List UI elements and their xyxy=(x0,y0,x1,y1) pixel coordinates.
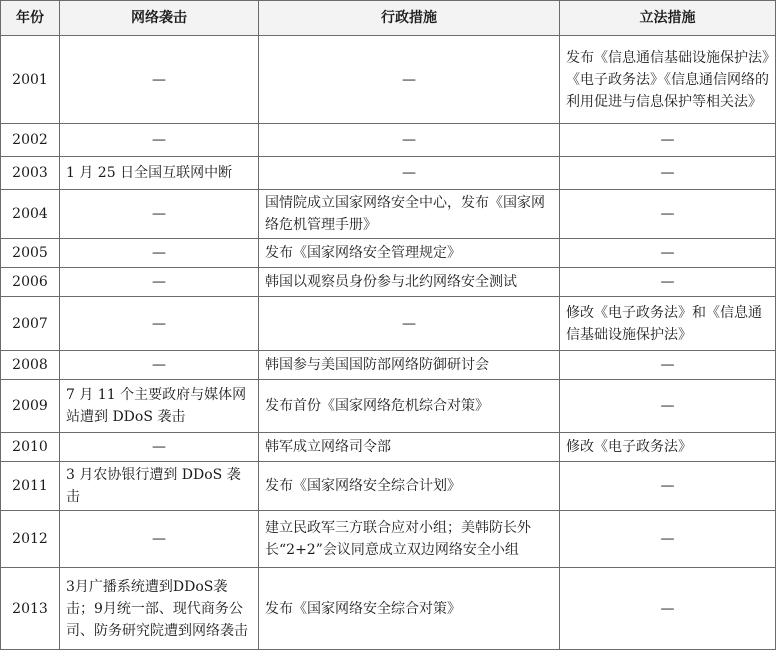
admin-cell: — xyxy=(259,36,560,124)
attack-cell: 3 月农协银行遭到 DDoS 袭击 xyxy=(60,462,259,511)
admin-cell: 发布首份《国家网络危机综合对策》 xyxy=(259,380,560,433)
admin-cell: — xyxy=(259,124,560,157)
year-cell: 2005 xyxy=(1,239,60,268)
table-row xyxy=(1,124,776,157)
table-row xyxy=(1,462,776,511)
year-cell: 2012 xyxy=(1,511,60,568)
header-admin: 行政措施 xyxy=(259,1,560,36)
admin-cell: 建立民政军三方联合应对小组；美韩防长外长“2+2”会议同意成立双边网络安全小组 xyxy=(259,511,560,568)
year-cell: 2010 xyxy=(1,433,60,462)
legal-cell: 发布《信息通信基础设施保护法》《电子政务法》《信息通信网络的利用促进与信息保护等相关法》 xyxy=(560,36,776,124)
table-row xyxy=(1,190,776,239)
header-legal: 立法措施 xyxy=(560,1,776,36)
attack-cell: — xyxy=(60,190,259,239)
year-cell: 2006 xyxy=(1,268,60,297)
attack-cell: 3月广播系统遭到DDoS袭击；9月统一部、现代商务公司、防务研究院遭到网络袭击 xyxy=(60,568,259,650)
admin-cell: 韩国参与美国国防部网络防御研讨会 xyxy=(259,351,560,380)
legal-cell: 修改《电子政务法》 xyxy=(560,433,776,462)
admin-cell: 发布《国家网络安全综合对策》 xyxy=(259,568,560,650)
legal-cell: — xyxy=(560,239,776,268)
admin-cell: — xyxy=(259,297,560,351)
year-cell: 2003 xyxy=(1,157,60,190)
attack-cell: — xyxy=(60,433,259,462)
table-row xyxy=(1,268,776,297)
legal-cell: 修改《电子政务法》和《信息通信基础设施保护法》 xyxy=(560,297,776,351)
table-row xyxy=(1,239,776,268)
header-attack: 网络袭击 xyxy=(60,1,259,36)
attack-cell: 1 月 25 日全国互联网中断 xyxy=(60,157,259,190)
table-row xyxy=(1,568,776,650)
attack-cell: — xyxy=(60,36,259,124)
header-row xyxy=(1,1,776,36)
year-cell: 2009 xyxy=(1,380,60,433)
admin-cell: 韩军成立网络司令部 xyxy=(259,433,560,462)
attack-cell: — xyxy=(60,268,259,297)
attack-cell: — xyxy=(60,297,259,351)
year-cell: 2001 xyxy=(1,36,60,124)
attack-cell: — xyxy=(60,511,259,568)
attack-cell: 7 月 11 个主要政府与媒体网站遭到 DDoS 袭击 xyxy=(60,380,259,433)
year-cell: 2002 xyxy=(1,124,60,157)
attack-cell: — xyxy=(60,124,259,157)
table-row xyxy=(1,380,776,433)
admin-cell: — xyxy=(259,157,560,190)
year-cell: 2004 xyxy=(1,190,60,239)
legal-cell: — xyxy=(560,380,776,433)
table-row xyxy=(1,511,776,568)
legal-cell: — xyxy=(560,157,776,190)
legal-cell: — xyxy=(560,351,776,380)
table-row xyxy=(1,157,776,190)
year-cell: 2008 xyxy=(1,351,60,380)
table-row xyxy=(1,297,776,351)
legal-cell: — xyxy=(560,568,776,650)
table-row xyxy=(1,433,776,462)
legal-cell: — xyxy=(560,511,776,568)
table-row xyxy=(1,351,776,380)
table-row xyxy=(1,36,776,124)
admin-cell: 发布《国家网络安全管理规定》 xyxy=(259,239,560,268)
year-cell: 2007 xyxy=(1,297,60,351)
year-cell: 2013 xyxy=(1,568,60,650)
admin-cell: 发布《国家网络安全综合计划》 xyxy=(259,462,560,511)
legal-cell: — xyxy=(560,190,776,239)
legal-cell: — xyxy=(560,268,776,297)
header-year: 年份 xyxy=(1,1,60,36)
legal-cell: — xyxy=(560,124,776,157)
legal-cell: — xyxy=(560,462,776,511)
admin-cell: 韩国以观察员身份参与北约网络安全测试 xyxy=(259,268,560,297)
admin-cell: 国情院成立国家网络安全中心，发布《国家网络危机管理手册》 xyxy=(259,190,560,239)
year-cell: 2011 xyxy=(1,462,60,511)
attack-cell: — xyxy=(60,351,259,380)
attack-cell: — xyxy=(60,239,259,268)
